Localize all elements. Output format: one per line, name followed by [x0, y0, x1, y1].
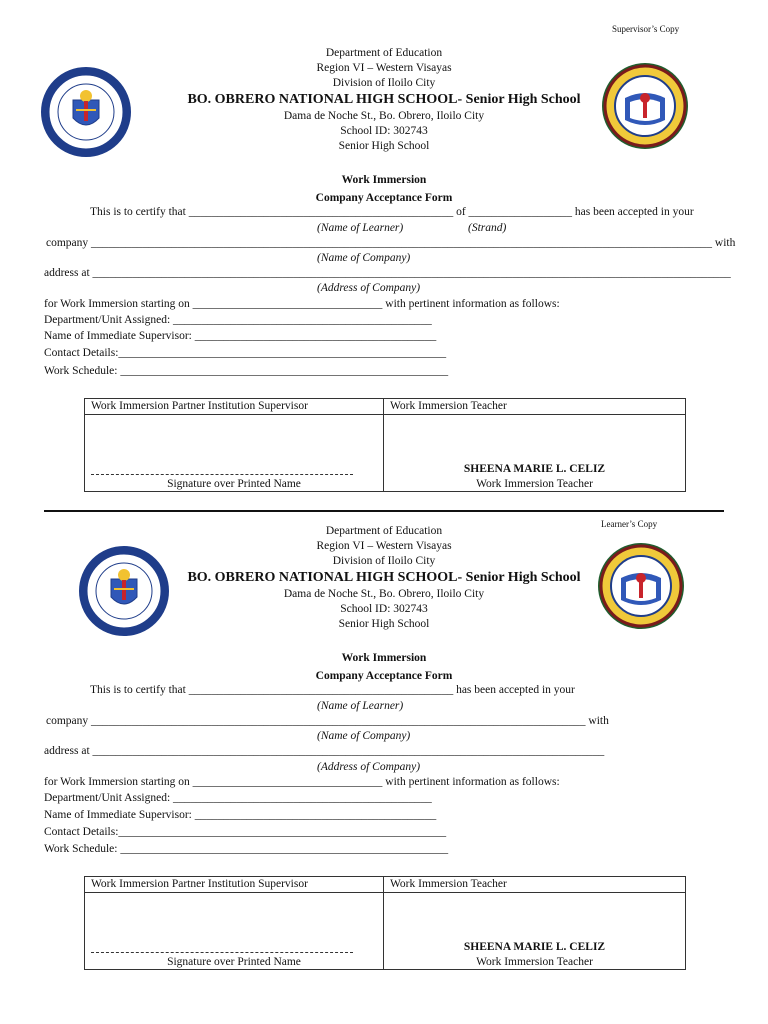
- teacher-title: Work Immersion Teacher: [476, 478, 593, 490]
- header-region: Region VI – Western Visayas: [316, 62, 452, 74]
- teacher-signature-cell: [384, 893, 686, 970]
- copy-label: Supervisor’s Copy: [612, 24, 680, 34]
- section-divider: [44, 510, 724, 512]
- name-of-company-caption: (Name of Company): [317, 252, 411, 264]
- supervisor-line: Name of Immediate Supervisor: __________________________________________: [44, 809, 437, 821]
- teacher-title: Work Immersion Teacher: [476, 956, 593, 968]
- header-division: Division of Iloilo City: [332, 77, 436, 89]
- department-line: Department/Unit Assigned: _____________________________________________: [44, 314, 432, 326]
- signature-label: Signature over Printed Name: [167, 478, 301, 490]
- address-of-company-caption: (Address of Company): [317, 761, 421, 773]
- contact-line: Contact Details:_________________________________________________________: [44, 826, 447, 838]
- teacher-signature-cell: [384, 415, 686, 492]
- department-line: Department/Unit Assigned: _____________________________________________: [44, 792, 432, 804]
- partner-supervisor-header: Work Immersion Partner Institution Supervisor: [85, 877, 384, 893]
- header-school-id: School ID: 302743: [340, 603, 428, 615]
- signature-table: [84, 876, 686, 970]
- name-of-learner-caption: (Name of Learner): [317, 700, 404, 712]
- start-date-line: for Work Immersion starting on _________________________________ with pertinent information as follows:: [44, 776, 560, 788]
- header-address: Dama de Noche St., Bo. Obrero, Iloilo City: [283, 110, 485, 122]
- header-school-name: BO. OBRERO NATIONAL HIGH SCHOOL- Senior High School: [187, 570, 581, 585]
- header-dept: Department of Education: [325, 525, 443, 537]
- signature-line: [91, 474, 353, 475]
- name-of-company-caption: (Name of Company): [317, 730, 411, 742]
- header-region: Region VI – Western Visayas: [316, 540, 452, 552]
- school-header: [0, 46, 768, 154]
- header-school-id: School ID: 302743: [340, 125, 428, 137]
- school-header: [0, 524, 768, 632]
- contact-line: Contact Details:_________________________________________________________: [44, 347, 447, 359]
- supervisor-signature-cell: [85, 415, 384, 492]
- certify-line: This is to certify that ______________________________________________ has been accepted in your: [90, 684, 575, 696]
- header-dept: Department of Education: [325, 47, 443, 59]
- supervisor-signature-cell: [85, 893, 384, 970]
- header-school-name: BO. OBRERO NATIONAL HIGH SCHOOL- Senior High School: [187, 92, 581, 107]
- name-of-learner-caption: (Name of Learner): [317, 222, 404, 234]
- schedule-line: Work Schedule: _________________________________________________________: [44, 843, 449, 855]
- address-of-company-caption: (Address of Company): [317, 282, 421, 294]
- header-level: Senior High School: [338, 140, 430, 152]
- supervisor-line: Name of Immediate Supervisor: __________________________________________: [44, 330, 437, 342]
- company-line: company ____________________________________________________________________________________________________________ with: [46, 237, 736, 249]
- immersion-teacher-header: Work Immersion Teacher: [384, 877, 686, 893]
- copy-label: Learner’s Copy: [601, 519, 658, 529]
- teacher-name: SHEENA MARIE L. CELIZ: [463, 463, 606, 475]
- form-title: Work Immersion: [341, 652, 427, 664]
- certify-line: This is to certify that ______________________________________________ of __________________ has been accepted in your: [90, 206, 694, 218]
- signature-label: Signature over Printed Name: [167, 956, 301, 968]
- signature-line: [91, 952, 353, 953]
- header-level: Senior High School: [338, 618, 430, 630]
- immersion-teacher-header: Work Immersion Teacher: [384, 399, 686, 415]
- teacher-name: SHEENA MARIE L. CELIZ: [463, 941, 606, 953]
- form-subtitle: Company Acceptance Form: [315, 192, 453, 204]
- strand-caption: (Strand): [468, 222, 507, 234]
- signature-table: [84, 398, 686, 492]
- start-date-line: for Work Immersion starting on _________________________________ with pertinent information as follows:: [44, 298, 560, 310]
- company-line: company ______________________________________________________________________________________ with: [46, 715, 609, 727]
- schedule-line: Work Schedule: _________________________________________________________: [44, 365, 449, 377]
- partner-supervisor-header: Work Immersion Partner Institution Supervisor: [85, 399, 384, 415]
- header-address: Dama de Noche St., Bo. Obrero, Iloilo City: [283, 588, 485, 600]
- address-line: address at _______________________________________________________________________________________________________________: [44, 267, 731, 279]
- address-line: address at _________________________________________________________________________________________: [44, 745, 605, 757]
- form-title: Work Immersion: [341, 174, 427, 186]
- form-subtitle: Company Acceptance Form: [315, 670, 453, 682]
- header-division: Division of Iloilo City: [332, 555, 436, 567]
